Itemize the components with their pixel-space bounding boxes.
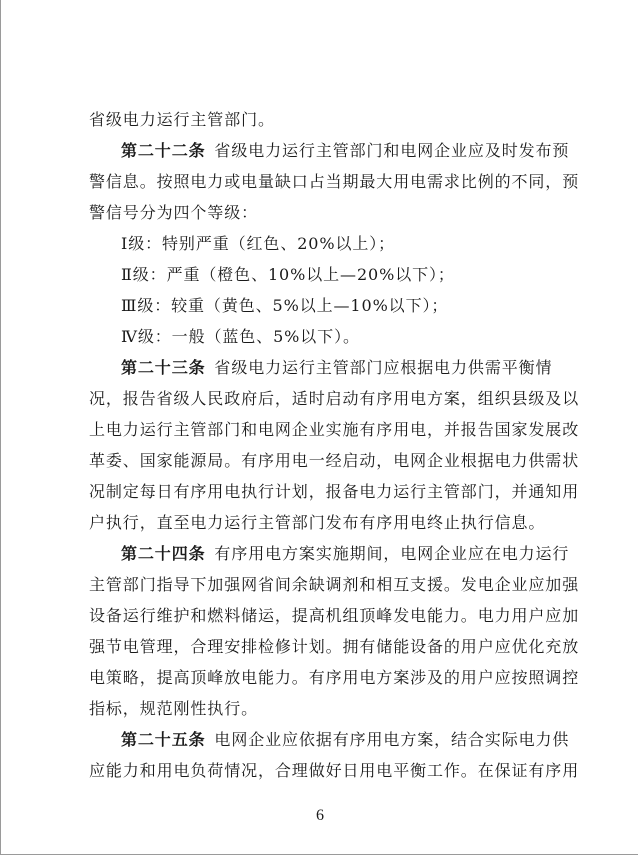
line-text: 有序用电方案实施期间，电网企业应在电力运行 <box>214 544 570 563</box>
line-text: Ⅱ级：严重（橙色、10%以上—20%以下）； <box>121 265 455 284</box>
line-text: 警信息。按照电力或电量缺口占当期最大用电需求比例的不同，预 <box>89 172 580 191</box>
line-text: 省级电力运行主管部门应根据电力供需平衡情 <box>214 358 553 377</box>
line-text: 上电力运行主管部门和电网企业实施有序用电，并报告国家发展改 <box>89 420 580 439</box>
text-line <box>89 166 580 197</box>
line-text: 电网企业应依据有序用电方案，结合实际电力供 <box>214 730 570 749</box>
text-line <box>89 259 557 290</box>
text-line <box>89 538 570 569</box>
line-text: 主管部门指导下加强网省间余缺调剂和相互支援。发电企业应加强 <box>89 575 580 594</box>
article-number: 第二十二条 <box>121 141 206 160</box>
text-line <box>89 383 580 414</box>
line-text: 应能力和用电负荷情况，合理做好日用电平衡工作。在保证有序用 <box>89 761 580 780</box>
line-text: Ⅲ级：较重（黄色、5%以上—10%以下）； <box>121 296 449 315</box>
article-number: 第二十三条 <box>121 358 206 377</box>
line-text: 电策略，提高顶峰放电能力。有序用电方案涉及的用户应按照调控 <box>89 668 580 687</box>
text-line <box>89 631 580 662</box>
text-line <box>89 693 557 724</box>
text-line <box>89 507 557 538</box>
line-text: 设备运行维护和燃料储运，提高机组顶峰发电能力。电力用户应加 <box>89 606 580 625</box>
text-line <box>89 662 580 693</box>
text-line <box>89 290 557 321</box>
page-number: 6 <box>316 807 324 824</box>
text-line <box>89 197 557 228</box>
line-text: 革委、国家能源局。有序用电一经启动，电网企业根据电力供需状 <box>89 451 580 470</box>
line-text: 况，报告省级人民政府后，适时启动有序用电方案，组织县级及以 <box>89 389 580 408</box>
text-line <box>89 755 580 786</box>
line-text: Ⅳ级：一般（蓝色、5%以下）。 <box>121 327 360 346</box>
text-line <box>89 352 557 383</box>
line-text: 警信号分为四个等级： <box>89 203 259 222</box>
text-line <box>89 228 557 259</box>
text-line <box>89 445 580 476</box>
document-body <box>89 104 580 786</box>
text-line <box>89 104 557 135</box>
text-line <box>89 135 570 166</box>
line-text: 指标，规范刚性执行。 <box>89 699 259 718</box>
line-text: 况制定每日有序用电执行计划，报备电力运行主管部门，并通知用 <box>89 482 580 501</box>
article-number: 第二十五条 <box>121 730 206 749</box>
line-text: 省级电力运行主管部门。 <box>89 110 275 129</box>
line-text: Ⅰ级：特别严重（红色、20%以上）； <box>121 234 396 253</box>
text-line <box>89 321 557 352</box>
article-number: 第二十四条 <box>121 544 206 563</box>
text-line <box>89 724 570 755</box>
text-line <box>89 569 580 600</box>
line-text: 强节电管理，合理安排检修计划。拥有储能设备的用户应优化充放 <box>89 637 580 656</box>
text-line <box>89 414 580 445</box>
text-line <box>89 600 580 631</box>
line-text: 省级电力运行主管部门和电网企业应及时发布预 <box>214 141 570 160</box>
text-line <box>89 476 580 507</box>
line-text: 户执行，直至电力运行主管部门发布有序用电终止执行信息。 <box>89 513 546 532</box>
